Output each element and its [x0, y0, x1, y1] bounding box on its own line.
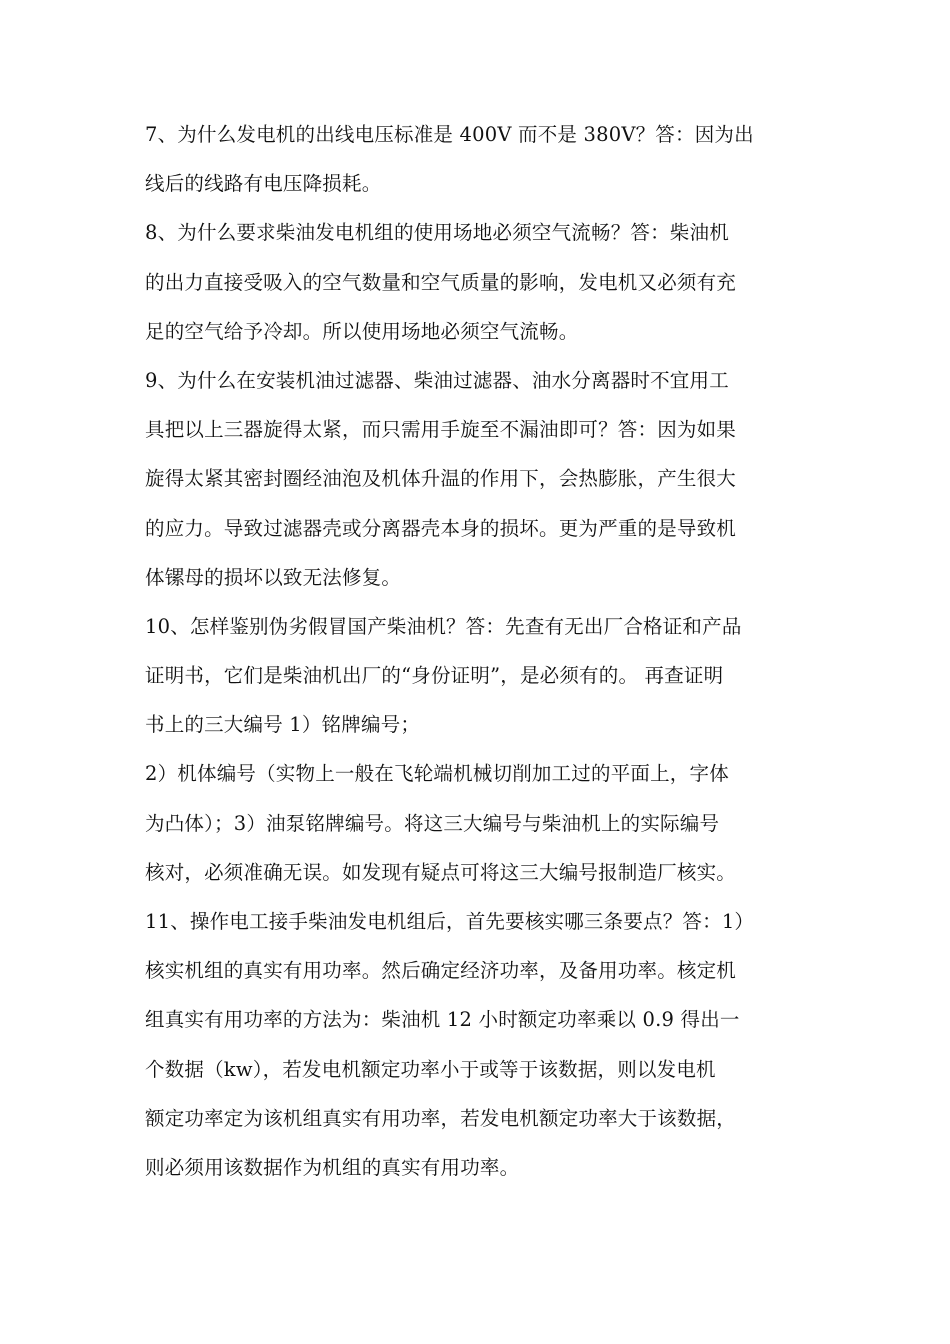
text-line: 7、为什么发电机的出线电压标准是 400V 而不是 380V？答：因为出	[145, 123, 754, 146]
text-line: 的出力直接受吸入的空气数量和空气质量的影响，发电机又必须有充	[145, 270, 737, 294]
document-body	[145, 110, 815, 1192]
text-line: 9、为什么在安装机油过滤器、柴油过滤器、油水分离器时不宜用工	[145, 368, 729, 392]
text-line: 8、为什么要求柴油发电机组的使用场地必须空气流畅？答：柴油机	[145, 221, 729, 245]
text-line: 书上的三大编号 1）铭牌编号；	[145, 713, 421, 737]
text-line: 核对，必须准确无误。如发现有疑点可将这三大编号报制造厂核实。	[145, 860, 737, 884]
text-line: 组真实有用功率的方法为：柴油机 12 小时额定功率乘以 0.9 得出一	[145, 1008, 740, 1032]
text-line: 个数据（kw），若发电机额定功率小于或等于该数据，则以发电机	[145, 1057, 716, 1081]
text-line: 体镙母的损坏以致无法修复。	[145, 565, 402, 589]
text-line: 证明书，它们是柴油机出厂的“身份证明”，是必须有的。 再查证明	[145, 664, 724, 688]
text-line: 10、怎样鉴别伪劣假冒国产柴油机？答：先查有无出厂合格证和产品	[145, 614, 742, 638]
text-line: 2）机体编号（实物上一般在飞轮端机械切削加工过的平面上，字体	[145, 762, 729, 786]
text-line: 额定功率定为该机组真实有用功率，若发电机额定功率大于该数据，	[145, 1106, 737, 1130]
text-line: 核实机组的真实有用功率。然后确定经济功率，及备用功率。核定机	[145, 959, 737, 983]
text-line: 线后的线路有电压降损耗。	[145, 172, 382, 196]
text-line: 11、操作电工接手柴油发电机组后，首先要核实哪三条要点？答：1）	[145, 910, 755, 933]
text-line: 旋得太紧其密封圈经油泡及机体升温的作用下，会热膨胀，产生很大	[145, 467, 737, 491]
text-line: 为凸体）；3）油泵铭牌编号。将这三大编号与柴油机上的实际编号	[145, 811, 720, 835]
text-line: 足的空气给予冷却。所以使用场地必须空气流畅。	[145, 319, 579, 343]
text-line: 的应力。导致过滤器壳或分离器壳本身的损坏。更为严重的是导致机	[145, 516, 737, 540]
text-line: 具把以上三器旋得太紧，而只需用手旋至不漏油即可？答：因为如果	[145, 418, 737, 442]
text-line: 则必须用该数据作为机组的真实有用功率。	[145, 1155, 520, 1179]
